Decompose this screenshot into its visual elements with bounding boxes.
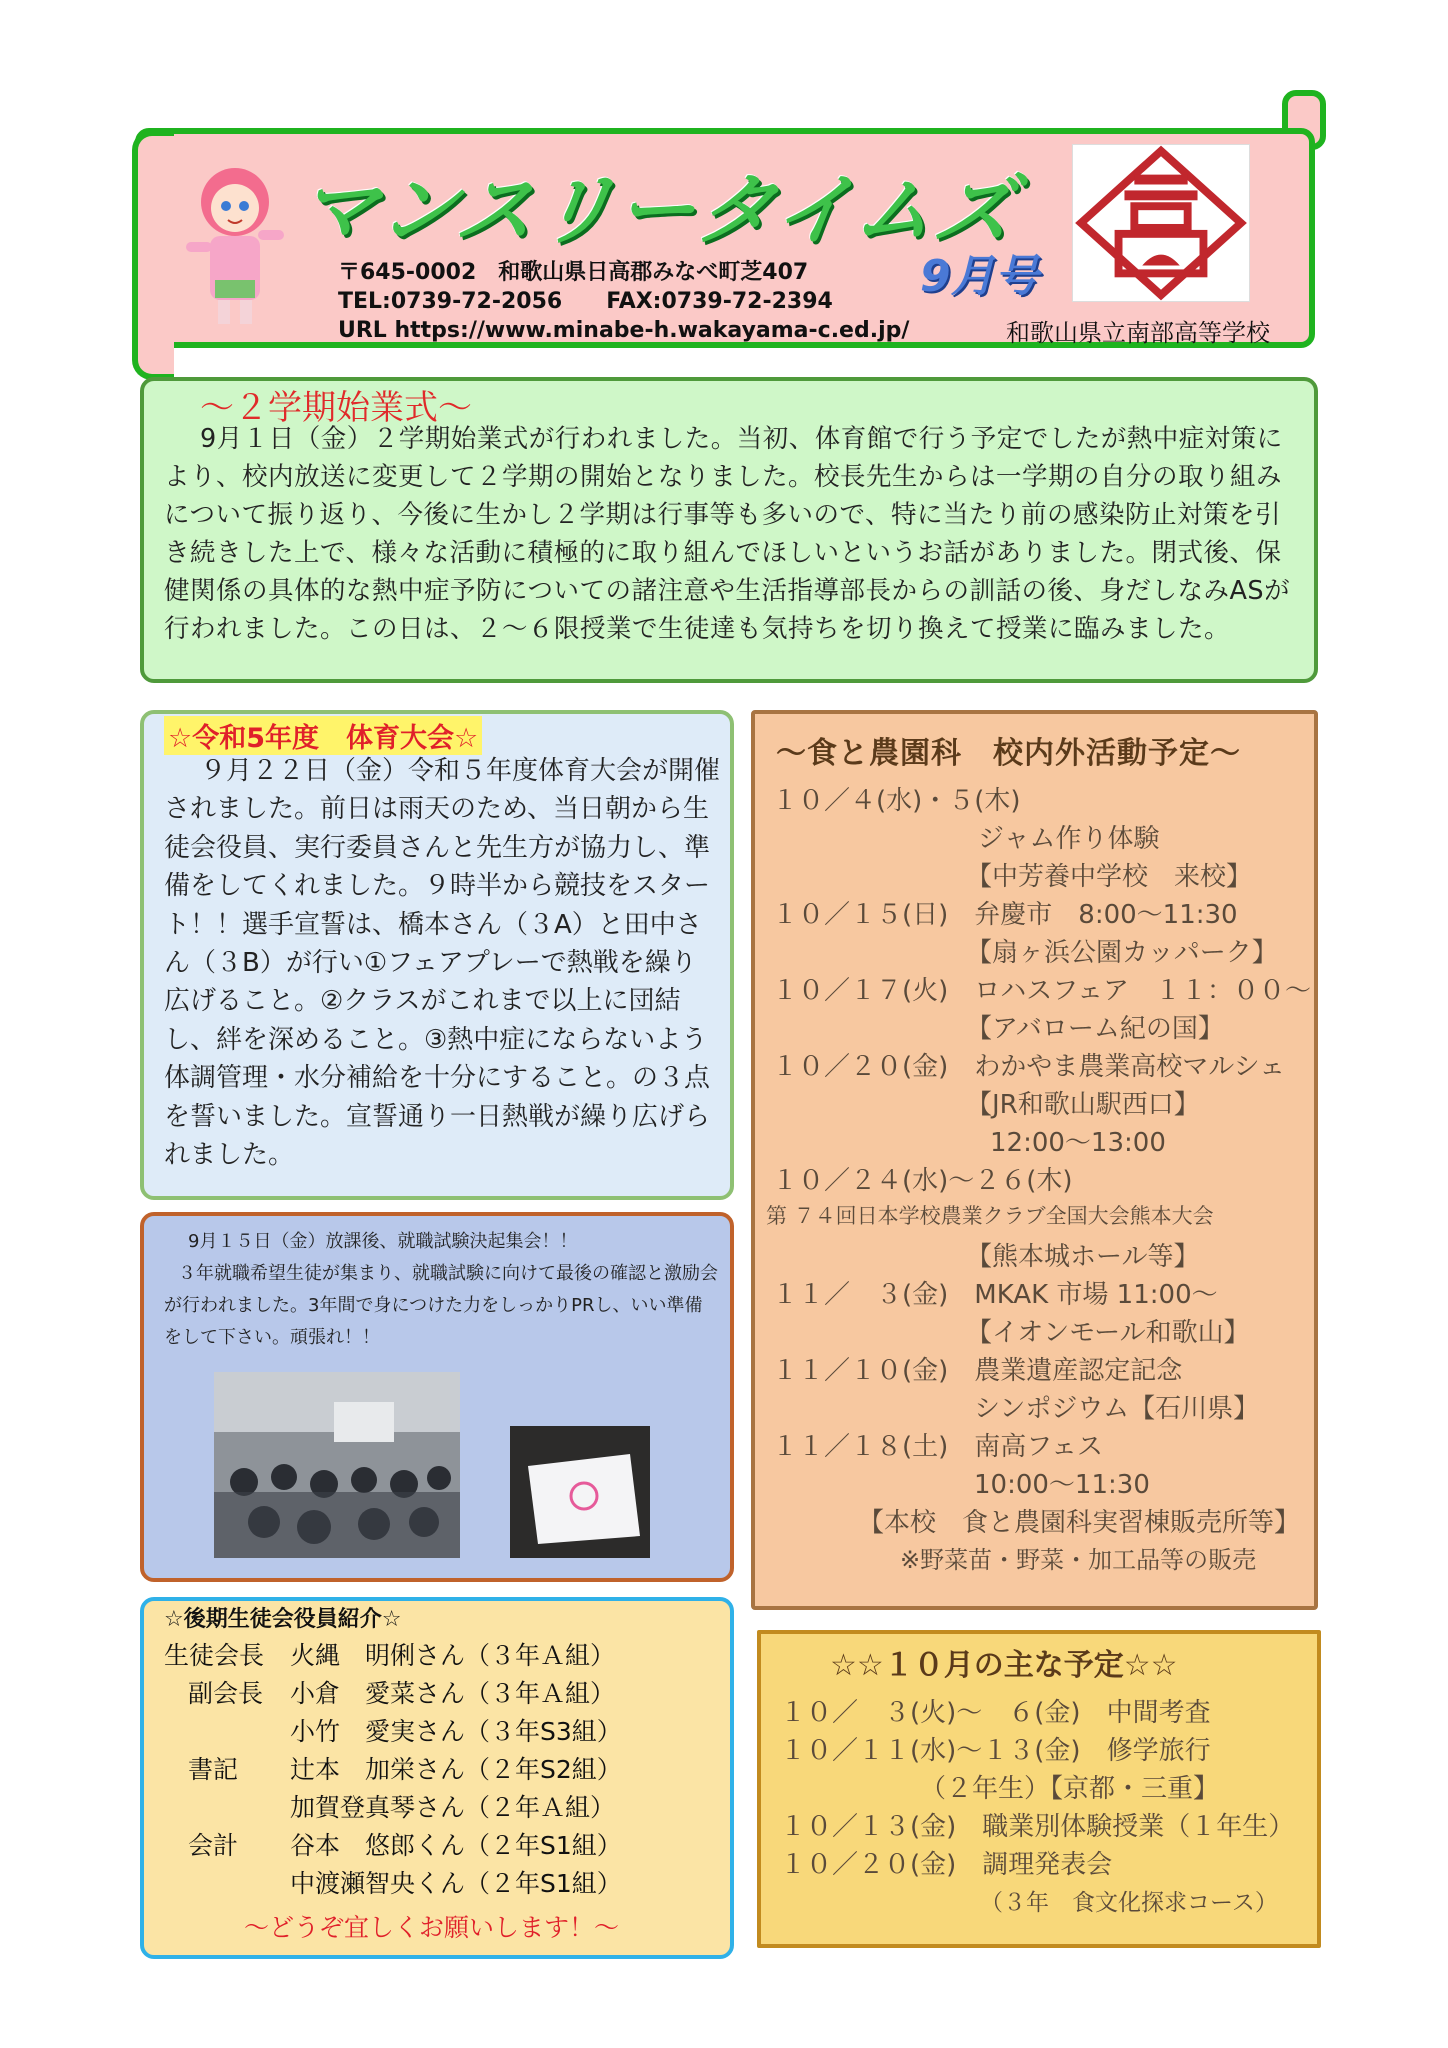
event-line: １０／４(水)・５(木) bbox=[772, 786, 1021, 816]
event-line: 【イオンモール和歌山】 bbox=[966, 1318, 1250, 1348]
council-role: 会計 bbox=[188, 1831, 239, 1860]
event-line: 10:00～11:30 bbox=[974, 1470, 1150, 1500]
council-roster bbox=[164, 1636, 720, 1902]
council-row bbox=[164, 1636, 720, 1674]
council-row bbox=[164, 1864, 720, 1902]
council-row bbox=[164, 1712, 720, 1750]
council-member: 火縄 明俐さん（３年Ａ組） bbox=[290, 1641, 616, 1670]
event-line: ※野菜苗・野菜・加工品等の販売 bbox=[900, 1546, 1257, 1574]
october-line: １０／ ３(火)～ ６(金) 中間考査 bbox=[780, 1698, 1211, 1728]
october-line: （２年生）【京都・三重】 bbox=[920, 1774, 1220, 1804]
event-line: １０／１７(火) ロハスフェア １１：００～ bbox=[772, 976, 1311, 1006]
event-line: 【中芳養中学校 来校】 bbox=[966, 862, 1253, 892]
address-line: 〒645-0002 和歌山県日高郡みなべ町芝407 bbox=[338, 260, 809, 285]
scroll-curl-decoration bbox=[132, 130, 174, 380]
school-name: 和歌山県立南部高等学校 bbox=[1006, 319, 1270, 347]
october-line: １０／１３(金) 職業別体験授業（１年生） bbox=[780, 1812, 1295, 1842]
event-line: １１／ ３(金) MKAK 市場 11:00～ bbox=[772, 1280, 1218, 1310]
october-line: １０／２０(金) 調理発表会 bbox=[780, 1850, 1113, 1880]
council-member: 小竹 愛実さん（３年S3組） bbox=[290, 1717, 622, 1746]
event-line: 第 ７４回日本学校農業クラブ全国大会熊本大会 bbox=[766, 1204, 1214, 1228]
events-heading: ～食と農園科 校内外活動予定～ bbox=[776, 736, 1241, 771]
envelope-photo bbox=[510, 1426, 650, 1558]
council-member: 小倉 愛菜さん（３年Ａ組） bbox=[290, 1679, 616, 1708]
council-role: 副会長 bbox=[188, 1679, 264, 1708]
council-closing: ～どうぞ宜しくお願いします！～ bbox=[244, 1913, 620, 1942]
event-line: シンポジウム【石川県】 bbox=[974, 1394, 1260, 1424]
event-line: １０／１５(日) 弁慶市 8:00～11:30 bbox=[772, 900, 1238, 930]
ceremony-heading: ～２学期始業式～ bbox=[200, 388, 472, 428]
issue-label: 9月号 bbox=[920, 251, 1039, 302]
council-role: 生徒会長 bbox=[164, 1641, 265, 1670]
event-line: 【アバローム紀の国】 bbox=[966, 1014, 1224, 1044]
council-member: 中渡瀬智央くん（２年S1組） bbox=[290, 1869, 622, 1898]
october-heading: ☆☆１０月の主な予定☆☆ bbox=[830, 1648, 1178, 1683]
council-member: 谷本 悠郎くん（２年S1組） bbox=[290, 1831, 622, 1860]
job-rally-heading-line: 9月１５日（金）放課後、就職試験決起集会！！ bbox=[188, 1231, 578, 1252]
job-rally-text bbox=[164, 1226, 720, 1354]
council-member: 加賀登真琴さん（２年Ａ組） bbox=[290, 1793, 616, 1822]
contact-block bbox=[338, 258, 909, 345]
event-line: ジャム作り体験 bbox=[978, 824, 1160, 854]
council-row bbox=[164, 1750, 720, 1788]
october-line: （３年 食文化探求コース） bbox=[980, 1890, 1278, 1916]
october-line: １０／１１(水)～１３(金) 修学旅行 bbox=[780, 1736, 1211, 1766]
event-line: １１／１０(金) 農業遺産認定記念 bbox=[772, 1356, 1183, 1386]
sports-heading: ☆令和5年度 体育大会☆ bbox=[164, 716, 482, 755]
job-rally-body: ３年就職希望生徒が集まり、就職試験に向けて最後の確認と激励会が行われました。3年間で身につけた力をしっかりPRし、いい準備をして下さい。頑張れ！！ bbox=[164, 1263, 718, 1348]
sports-body: ９月２２日（金）令和５年度体育大会が開催されました。前日は雨天のため、当日朝から生徒会役員、実行委員さんと先生方が協力し、準備をしてくれました。９時半から競技をスタート！！選手宣誓は、橋本さん（３A）と田中さん（３B）が行い①フェアプレーで熱戦を繰り広げること。②クラスがこれまで以上に団結し、絆を深めること。③熱中症にならないよう体調管理・水分補給を十分にすること。の３点を誓いました。宣誓通り一日熱戦が繰り広げられました。 bbox=[164, 756, 721, 1171]
school-emblem-logo bbox=[1072, 144, 1250, 302]
event-line: 【JR和歌山駅西口】 bbox=[966, 1090, 1200, 1120]
mascot-illustration bbox=[180, 160, 290, 328]
ceremony-body: 9月１日（金）２学期始業式が行われました。当初、体育館で行う予定でしたが熱中症対策により、校内放送に変更して２学期の開始となりました。校長先生からは一学期の自分の取り組みについて振り返り、今後に生かし２学期は行事等も多いので、特に当たり前の感染防止対策を引き続きした上で、様々な活動に積極的に取り組んでほしいというお話がありました。閉式後、保健関係の具体的な熱中症予防についての諸注意や生活指導部長からの訓話の後、身だしなみASが行われました。この日は、２～６限授業で生徒達も気持ちを切り換えて授業に臨みました。 bbox=[164, 424, 1291, 644]
council-row bbox=[164, 1788, 720, 1826]
council-heading: ☆後期生徒会役員紹介☆ bbox=[164, 1607, 402, 1632]
event-line: １０／２０(金) わかやま農業高校マルシェ bbox=[772, 1052, 1286, 1082]
event-line: 12:00～13:00 bbox=[990, 1128, 1166, 1158]
council-member: 辻本 加栄さん（２年S2組） bbox=[290, 1755, 622, 1784]
rally-photo bbox=[214, 1372, 460, 1558]
event-line: 【扇ヶ浜公園カッパーク】 bbox=[966, 938, 1278, 968]
event-line: １０／２４(水)～２６(木) bbox=[772, 1166, 1073, 1196]
council-role bbox=[164, 1788, 290, 1826]
council-row bbox=[164, 1826, 720, 1864]
council-role bbox=[164, 1864, 290, 1902]
council-role bbox=[164, 1712, 290, 1750]
event-line: １１／１８(土) 南高フェス bbox=[772, 1432, 1103, 1462]
council-row bbox=[164, 1674, 720, 1712]
newsletter-title: マンスリータイムズ bbox=[292, 166, 1022, 256]
event-line: 【本校 食と農園科実習棟販売所等】 bbox=[858, 1508, 1301, 1538]
council-role: 書記 bbox=[188, 1755, 239, 1784]
phone-fax-line: TEL:0739-72-2056 FAX:0739-72-2394 bbox=[338, 289, 833, 314]
event-line: 【熊本城ホール等】 bbox=[966, 1242, 1200, 1272]
url-line: URL https://www.minabe-h.wakayama-c.ed.jp/ bbox=[338, 318, 910, 343]
